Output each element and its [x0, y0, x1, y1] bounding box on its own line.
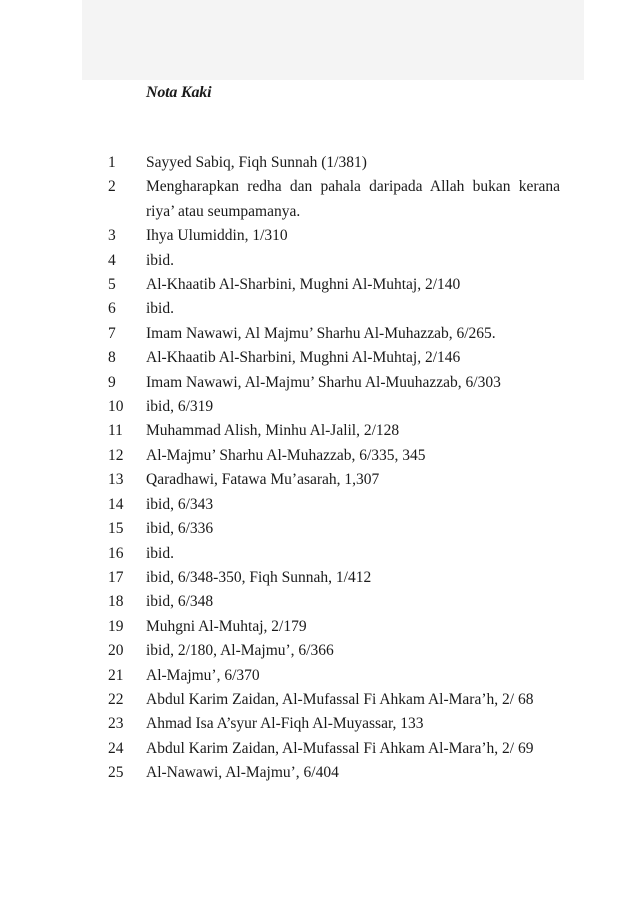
footnote-text: Al-Khaatib Al-Sharbini, Mughni Al-Muhtaj, 2/146 — [146, 349, 461, 367]
footnote-number: 9 — [108, 373, 116, 391]
footnote-item — [108, 224, 560, 248]
footnote-number: 10 — [108, 398, 124, 416]
footnote-item — [108, 590, 560, 614]
footnote-item — [108, 517, 560, 541]
footnote-text: Ihya Ulumiddin, 1/310 — [146, 227, 288, 245]
footnote-number: 16 — [108, 544, 124, 562]
footnote-number: 14 — [108, 495, 124, 513]
footnote-item — [108, 737, 560, 761]
footnote-text: ibid. — [146, 251, 174, 269]
footnote-number: 22 — [108, 690, 124, 708]
footnote-item — [108, 615, 560, 639]
footnote-number: 3 — [108, 227, 116, 245]
footnote-number: 11 — [108, 422, 123, 440]
footnote-list — [108, 151, 560, 786]
footnote-text: ibid, 6/319 — [146, 398, 214, 416]
footnote-item — [108, 761, 560, 785]
footnote-text: ibid. — [146, 544, 174, 562]
footnote-text: Sayyed Sabiq, Fiqh Sunnah (1/381) — [146, 154, 367, 171]
page-title: Nota Kaki — [146, 84, 212, 101]
footnote-number: 19 — [108, 617, 124, 635]
footnote-item — [108, 273, 560, 297]
footnote-text: ibid, 2/180, Al-Majmu’, 6/366 — [146, 642, 334, 660]
footnote-text: Al-Nawawi, Al-Majmu’, 6/404 — [146, 764, 339, 782]
footnote-number: 8 — [108, 349, 116, 367]
footnote-text: ibid, 6/348-350, Fiqh Sunnah, 1/412 — [146, 568, 372, 586]
footnote-item — [108, 688, 560, 712]
footnote-item — [108, 297, 560, 321]
footnote-text: Imam Nawawi, Al Majmu’ Sharhu Al-Muhazzab, 6/265. — [146, 324, 496, 342]
footnote-item — [108, 566, 560, 590]
footnote-item — [108, 175, 560, 224]
footnote-text: Al-Majmu’, 6/370 — [146, 666, 260, 684]
footnote-number: 18 — [108, 593, 124, 611]
footnote-item — [108, 371, 560, 395]
footnote-number: 6 — [108, 300, 116, 318]
footnote-number: 5 — [108, 276, 116, 294]
footnote-number: 15 — [108, 520, 124, 538]
footnote-text: Mengharapkan redha dan pahala daripada Allah bukan kerana riya’ atau seumpamanya. — [146, 178, 560, 220]
footnote-text: Abdul Karim Zaidan, Al-Mufassal Fi Ahkam Al-Mara’h, 2/ 69 — [146, 739, 534, 757]
footnote-text: Muhgni Al-Muhtaj, 2/179 — [146, 617, 307, 635]
footnote-text: Al-Khaatib Al-Sharbini, Mughni Al-Muhtaj, 2/140 — [146, 276, 461, 294]
footnote-number: 12 — [108, 446, 124, 464]
footnote-number: 7 — [108, 324, 116, 342]
footnote-text: ibid. — [146, 300, 174, 318]
footnote-number: 4 — [108, 251, 116, 269]
footnote-text: Al-Majmu’ Sharhu Al-Muhazzab, 6/335, 345 — [146, 446, 426, 464]
footnote-text: Ahmad Isa A’syur Al-Fiqh Al-Muyassar, 133 — [146, 715, 424, 733]
footnote-number: 1 — [108, 154, 116, 171]
footnote-item — [108, 346, 560, 370]
footnote-item — [108, 542, 560, 566]
footnote-item — [108, 249, 560, 273]
footnote-item — [108, 395, 560, 419]
footnote-text: Qaradhawi, Fatawa Mu’asarah, 1,307 — [146, 471, 380, 489]
footnote-text: Muhammad Alish, Minhu Al-Jalil, 2/128 — [146, 422, 400, 440]
footnote-item — [108, 444, 560, 468]
footnote-item — [108, 468, 560, 492]
footnote-item — [108, 419, 560, 443]
footnote-number: 13 — [108, 471, 124, 489]
footnote-number: 20 — [108, 642, 124, 660]
footnote-number: 24 — [108, 739, 124, 757]
footnote-text: ibid, 6/348 — [146, 593, 214, 611]
footnote-item — [108, 151, 560, 175]
page-header-band — [82, 0, 584, 80]
footnote-item — [108, 493, 560, 517]
footnote-number: 21 — [108, 666, 124, 684]
footnote-number: 2 — [108, 178, 116, 196]
footnote-text: ibid, 6/343 — [146, 495, 214, 513]
footnote-item — [108, 639, 560, 663]
footnote-text: Abdul Karim Zaidan, Al-Mufassal Fi Ahkam Al-Mara’h, 2/ 68 — [146, 690, 534, 708]
footnote-item — [108, 664, 560, 688]
footnote-text: Imam Nawawi, Al-Majmu’ Sharhu Al-Muuhazzab, 6/303 — [146, 373, 501, 391]
footnote-item — [108, 712, 560, 736]
footnote-number: 17 — [108, 568, 124, 586]
footnote-item — [108, 322, 560, 346]
footnote-number: 25 — [108, 764, 124, 782]
footnote-text: ibid, 6/336 — [146, 520, 214, 538]
footnote-number: 23 — [108, 715, 124, 733]
